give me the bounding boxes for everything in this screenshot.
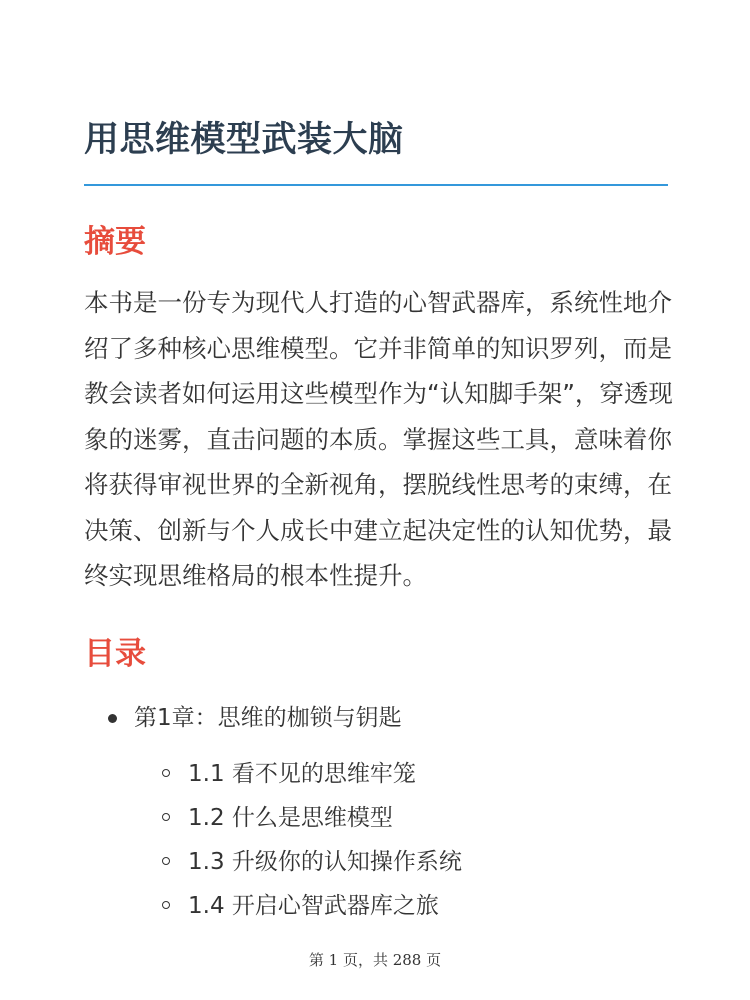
abstract-body: 本书是一份专为现代人打造的心智武器库，系统性地介绍了多种核心思维模型。它并非简单的知识罗列，而是教会读者如何运用这些模型作为“认知脚手架”，穿透现象的迷雾，直击问题的本质。掌握这些工具，意味着你将获得审视世界的全新视角，摆脱线性思考的束缚，在决策、创新与个人成长中建立起决定性的认知优势，最终实现思维格局的根本性提升。 [84,288,673,590]
bullet-circle-icon [162,901,170,909]
bullet-circle-icon [162,813,170,821]
bullet-circle-icon [162,857,170,865]
bullet-disc-icon [108,714,117,723]
document-title: 用思维模型武装大脑 [84,120,404,160]
toc-section-label: 1.4 开启心智武器库之旅 [188,893,439,919]
toc-heading: 目录 [84,636,146,672]
bullet-circle-icon [162,769,170,777]
toc-section-label: 1.1 看不见的思维牢笼 [188,761,416,787]
toc-section-label: 1.2 什么是思维模型 [188,805,393,831]
page-number-footer: 第 1 页，共 288 页 [308,951,442,969]
abstract-heading: 摘要 [84,224,146,260]
title-divider [84,184,668,186]
toc-chapter-label: 第1章：思维的枷锁与钥匙 [134,705,402,731]
toc-section-label: 1.3 升级你的认知操作系统 [188,849,462,875]
